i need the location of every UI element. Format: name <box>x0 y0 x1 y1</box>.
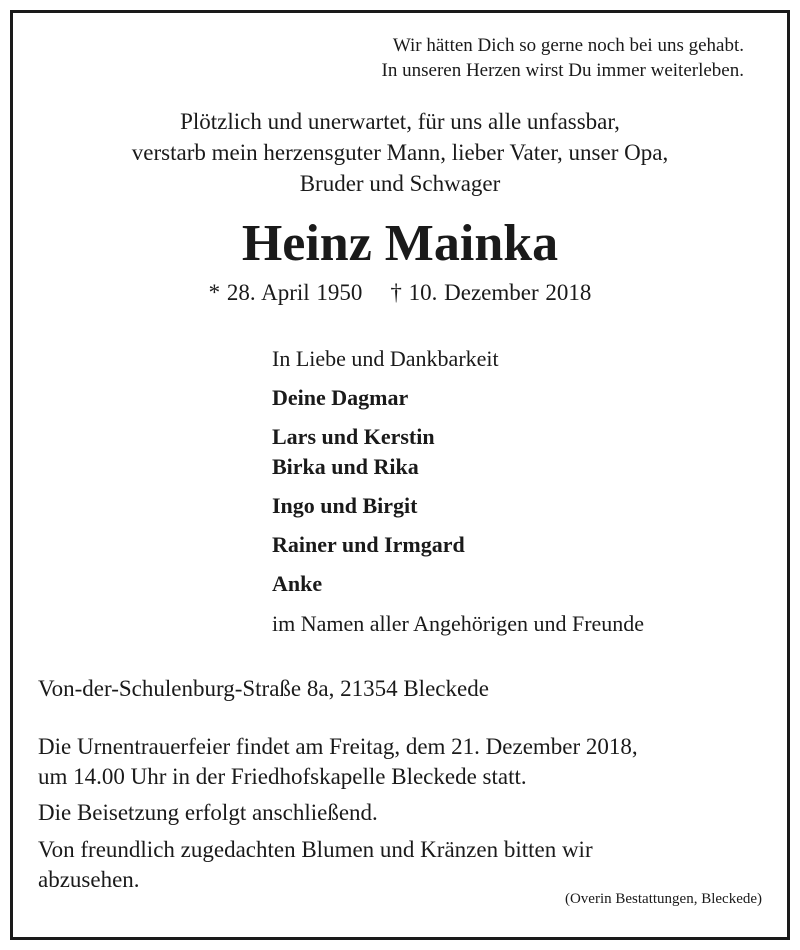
service-line-1: Die Urnentrauerfeier findet am Freitag, dem 21. Dezember 2018, <box>38 734 638 759</box>
intro-line-1: Plötzlich und unerwartet, für uns alle unfassbar, <box>180 109 620 134</box>
mourner-name: Birka und Rika <box>272 454 419 479</box>
signature-closing: im Namen aller Angehörigen und Freunde <box>272 611 645 636</box>
mourner-name: Deine Dagmar <box>272 385 409 410</box>
service-line-5: abzusehen. <box>38 867 140 892</box>
service-line-3: Die Beisetzung erfolgt anschließend. <box>38 800 378 825</box>
funeral-home-credit: (Overin Bestattungen, Bleckede) <box>564 891 762 907</box>
birth-date: * 28. April 1950 <box>208 280 363 305</box>
signature-opening: In Liebe und Dankbarkeit <box>272 346 499 371</box>
service-line-4: Von freundlich zugedachten Blumen und Kränzen bitten wir <box>38 837 593 862</box>
motto-line-2: In unseren Herzen wirst Du immer weiterleben. <box>381 60 744 81</box>
mourner-name: Lars und Kerstin <box>272 424 435 449</box>
mourner-name: Rainer und Irmgard <box>272 532 465 557</box>
service-line-2: um 14.00 Uhr in der Friedhofskapelle Bleckede statt. <box>38 764 527 789</box>
address: Von-der-Schulenburg-Straße 8a, 21354 Bleckede <box>38 676 489 701</box>
intro-line-2: verstarb mein herzensguter Mann, lieber Vater, unser Opa, <box>131 140 669 165</box>
mourner-name: Anke <box>272 571 323 596</box>
deceased-name: Heinz Mainka <box>241 215 559 272</box>
life-dates <box>0 278 800 308</box>
motto-line-1: Wir hätten Dich so gerne noch bei uns gehabt. <box>392 35 744 56</box>
intro-line-3: Bruder und Schwager <box>299 171 501 196</box>
death-date: † 10. Dezember 2018 <box>390 280 592 305</box>
mourner-name: Ingo und Birgit <box>272 493 418 518</box>
